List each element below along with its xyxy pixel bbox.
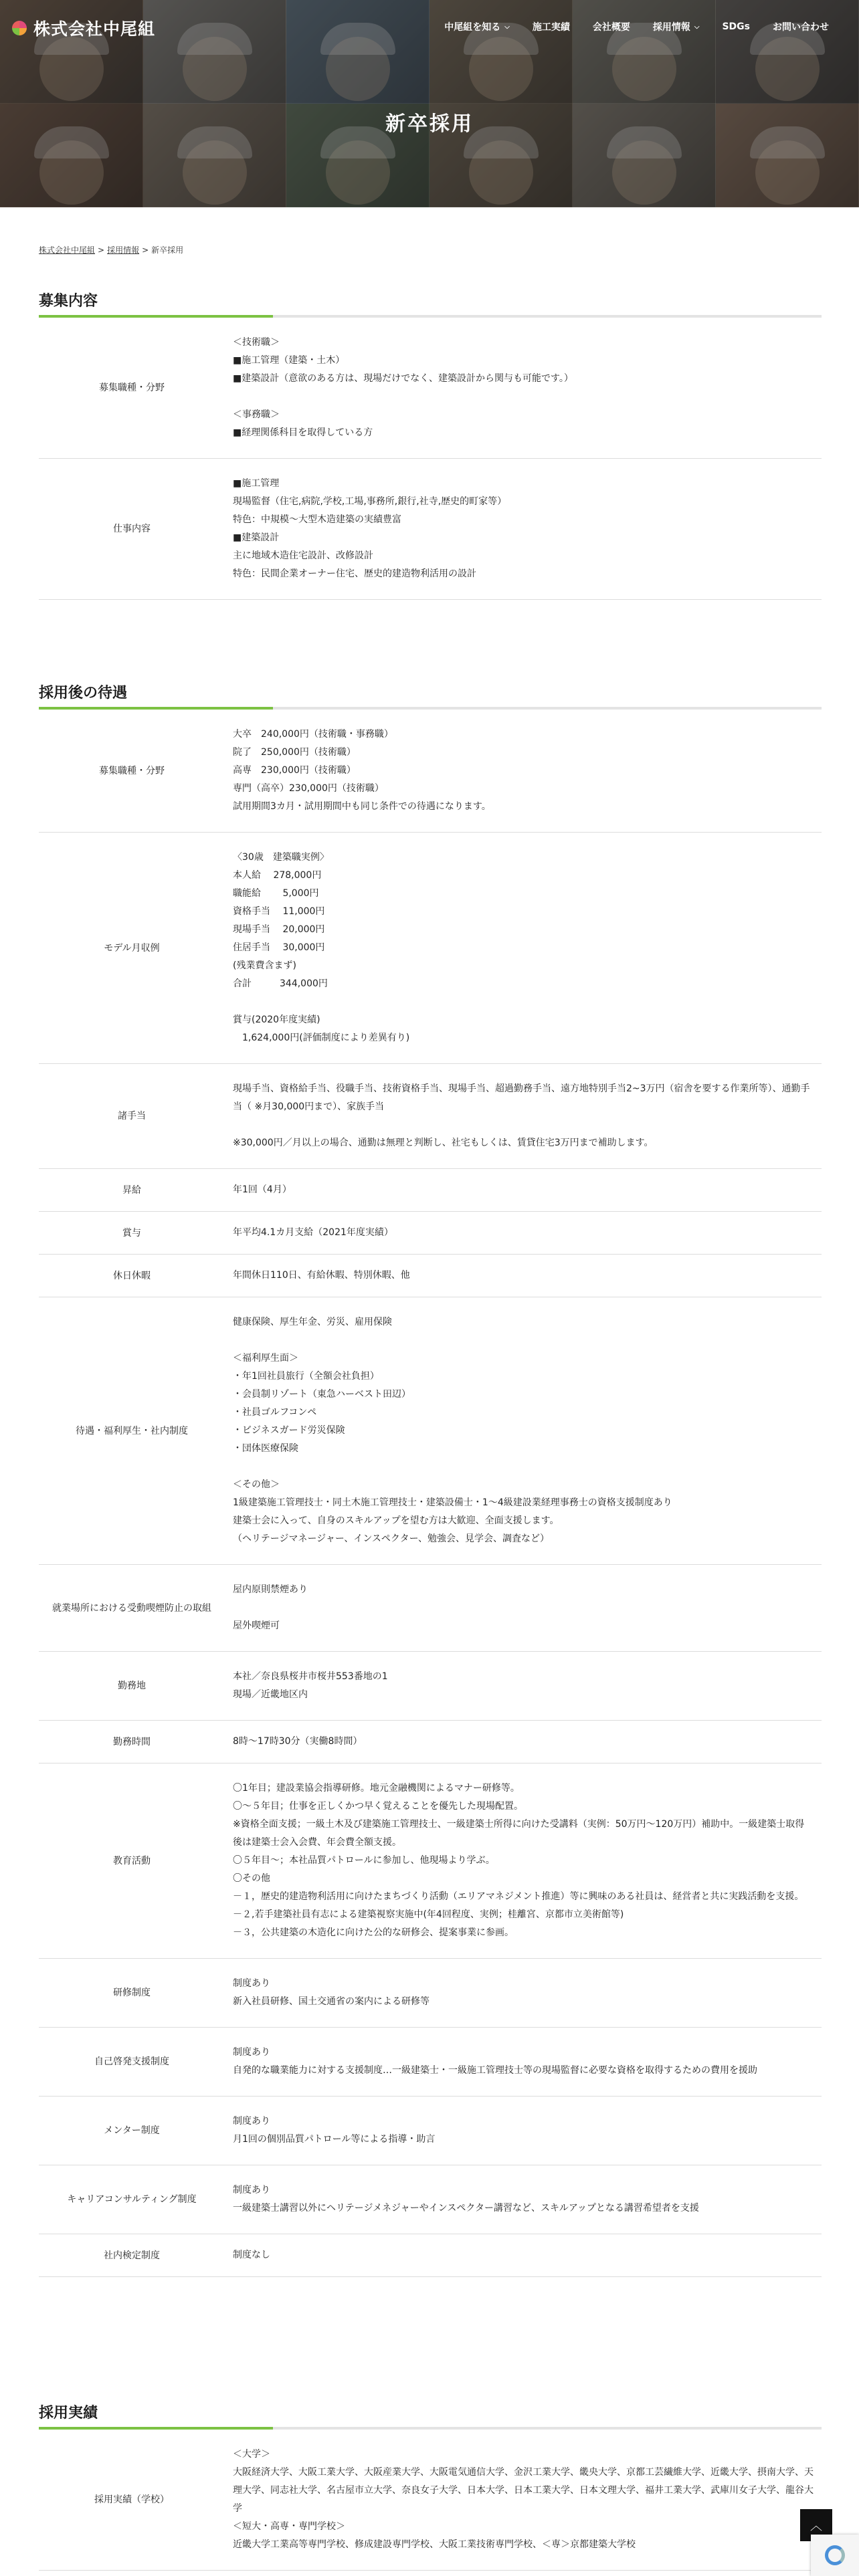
- table-row: [39, 1959, 822, 2028]
- chevron-down-icon: ⌵: [694, 23, 700, 31]
- nav-item-label: SDGs: [722, 21, 750, 32]
- info-table: [39, 710, 822, 2277]
- row-label: 募集職種・分野: [39, 318, 225, 459]
- row-label: 休日休暇: [39, 1255, 225, 1297]
- row-value: 本社／奈良県桜井市桜井553番地の1 現場／近畿地区内: [225, 1652, 822, 1721]
- table-row: [39, 1652, 822, 1721]
- row-label: 採用実績（学校）: [39, 2430, 225, 2571]
- table-row: [39, 459, 822, 600]
- hero-banner: [0, 0, 859, 207]
- row-label: キャリアコンサルティング制度: [39, 2165, 225, 2234]
- row-label: 社内検定制度: [39, 2234, 225, 2277]
- table-row: [39, 1565, 822, 1652]
- table-row: [39, 2028, 822, 2097]
- table-row: [39, 1763, 822, 1959]
- breadcrumb: [39, 244, 183, 255]
- nav-item[interactable]: [642, 20, 711, 33]
- nav-item-label: 中尾組を知る: [444, 22, 501, 33]
- table-row: [39, 1297, 822, 1565]
- nav-item-label: 採用情報: [652, 22, 690, 33]
- info-table: [39, 318, 822, 600]
- row-value: 年平均4.1カ月支給（2021年度実績）: [225, 1212, 822, 1255]
- nav-item[interactable]: [710, 20, 761, 33]
- row-label: 自己啓発支援制度: [39, 2028, 225, 2097]
- nav-item-label: お問い合わせ: [773, 22, 829, 33]
- section-underline: [39, 315, 822, 318]
- row-value: 年1回（4月）: [225, 1169, 822, 1212]
- table-row: [39, 318, 822, 459]
- table-row: [39, 833, 822, 1064]
- nav-item[interactable]: [521, 20, 581, 33]
- row-label: モデル月収例: [39, 833, 225, 1064]
- row-label: 諸手当: [39, 1064, 225, 1169]
- row-label: 教育活動: [39, 1763, 225, 1959]
- row-label: メンター制度: [39, 2097, 225, 2165]
- logo-text: 株式会社中尾組: [33, 19, 156, 39]
- section-heading: 採用実績: [39, 2405, 98, 2422]
- row-value: ＜技術職＞ ■施工管理（建築・土木） ■建築設計（意欲のある方は、現場だけでなく、建築設計から関与も可能です。） ＜事務職＞ ■経理関係科目を取得している方: [225, 318, 822, 459]
- row-value: 年間休日110日、有給休暇、特別休暇、他: [225, 1255, 822, 1297]
- table-row: [39, 1255, 822, 1297]
- recaptcha-badge[interactable]: [811, 2535, 859, 2576]
- breadcrumb-separator: >: [98, 245, 105, 255]
- section-heading: 採用後の待遇: [39, 685, 128, 702]
- content-section: [39, 684, 822, 2277]
- row-value: 健康保険、厚生年金、労災、雇用保険 ＜福利厚生面＞ ・年1回社員旅行（全額会社負担） ・会員制リゾート（東急ハーベスト田辺） ・社員ゴルフコンペ ・ビジネスガード労災保険 ・団体医療保険 ＜その他＞ 1級建築施工管理技士・同土木施工管理技士・建築設備士・1〜4級建設業経理事務士の資格支援制度あり 建築士会に入って、自身のスキルアップを望む方は大歓迎、全面支援します。 （ヘリテージマネージャー、インスペクター、勉強会、見学会、調査など）: [225, 1297, 822, 1565]
- section-underline: [39, 2427, 822, 2430]
- global-nav: [433, 20, 840, 33]
- nav-item[interactable]: [761, 20, 840, 33]
- row-value: 制度あり 月1回の個別品質パトロール等による指導・助言: [225, 2097, 822, 2165]
- table-row: [39, 2165, 822, 2234]
- row-value: 8時〜17時30分（実働8時間）: [225, 1721, 822, 1763]
- row-value: 大卒 240,000円（技術職・事務職） 院了 250,000円（技術職） 高専 230,000円（技術職） 専門（高卒）230,000円（技術職） 試用期間3カ月・試用期間中も同じ条件での待遇になります。: [225, 710, 822, 833]
- row-label: 就業場所における受動喫煙防止の取組: [39, 1565, 225, 1652]
- row-label: 研修制度: [39, 1959, 225, 2028]
- row-label: 昇給: [39, 1169, 225, 1212]
- row-label: 勤務時間: [39, 1721, 225, 1763]
- recaptcha-icon: [825, 2545, 845, 2565]
- row-value: 制度なし: [225, 2234, 822, 2277]
- nav-item-label: 会社概要: [592, 22, 630, 33]
- table-row: [39, 710, 822, 833]
- row-value: 〇1年目；建設業協会指導研修。地元金融機関によるマナー研修等。 〇〜５年目；仕事を正しくかつ早く覚えることを優先した現場配置。 ※資格全面支援；一級土木及び建築施工管理技士、一級建築士所得に向けた受講料（実例：50万円〜120万円）補助中。一級建築士取得後は建築士会入会費、年会費全額支援。 〇５年目〜；本社品質パトロールに参加し、他現場より学ぶ。 〇その他 －１，歴史的建造物利活用に向けたまちづくり活動（エリアマネジメント推進）等に興味のある社員は、経営者と共に実践活動を支援。 －２,若手建築社員有志による建築視察実施中(年4回程度、実例；桂離宮、京都市立美術館等) －３，公共建築の木造化に向けた公的な研修会、提案事業に参画。: [225, 1763, 822, 1959]
- chevron-down-icon: ⌵: [504, 23, 510, 31]
- breadcrumb-separator: >: [142, 245, 149, 255]
- table-row: [39, 1169, 822, 1212]
- chevron-up-icon: ︿: [810, 2519, 822, 2533]
- info-table: [39, 2430, 822, 2571]
- breadcrumb-parent-link[interactable]: 採用情報: [107, 245, 140, 255]
- nav-item[interactable]: [433, 20, 521, 33]
- table-row: [39, 2430, 822, 2571]
- nav-item[interactable]: [581, 20, 642, 33]
- nav-item-label: 施工実績: [532, 22, 570, 33]
- content-section: [39, 2404, 822, 2571]
- row-label: 仕事内容: [39, 459, 225, 600]
- row-value: 現場手当、資格給手当、役職手当、技術資格手当、現場手当、超過勤務手当、遠方地特別手当2~3万円（宿舎を要する作業所等）、通勤手当（ ※月30,000円まで）、家族手当 ※30,000円／月以上の場合、通勤は無理と判断し、社宅もしくは、賃貸住宅3万円まで補助します。: [225, 1064, 822, 1169]
- breadcrumb-current: 新卒採用: [151, 245, 184, 255]
- row-label: 勤務地: [39, 1652, 225, 1721]
- section-underline: [39, 707, 822, 710]
- logo-flower-icon: [12, 21, 27, 35]
- row-value: ＜大学＞ 大阪経済大学、大阪工業大学、大阪産業大学、大阪電気通信大学、金沢工業大学、畿央大学、京都工芸繊維大学、近畿大学、摂南大学、天理大学、同志社大学、名古屋市立大学、奈良女子大学、日本大学、日本工業大学、日本文理大学、福井工業大学、武庫川女子大学、龍谷大学 ＜短大・高専・専門学校＞ 近畿大学工業高等専門学校、修成建設専門学校、大阪工業技術専門学校、＜専＞京都建築大学校: [225, 2430, 822, 2571]
- row-label: 賞与: [39, 1212, 225, 1255]
- row-value: 制度あり 自発的な職業能力に対する支援制度…一級建築士・一級施工管理技士等の現場監督に必要な資格を取得するための費用を援助: [225, 2028, 822, 2097]
- table-row: [39, 1212, 822, 1255]
- table-row: [39, 1064, 822, 1169]
- row-value: 制度あり 新入社員研修、国土交通省の案内による研修等: [225, 1959, 822, 2028]
- row-value: 屋内原則禁煙あり 屋外喫煙可: [225, 1565, 822, 1652]
- row-value: ■施工管理 現場監督（住宅,病院,学校,工場,事務所,銀行,社寺,歴史的町家等） 特色：中規模〜大型木造建築の実績豊富 ■建築設計 主に地域木造住宅設計、改修設計 特色：民間企業オーナー住宅、歴史的建造物利活用の設計: [225, 459, 822, 600]
- row-label: 募集職種・分野: [39, 710, 225, 833]
- table-row: [39, 2234, 822, 2277]
- row-value: 〈30歳 建築職実例〉 本人給 278,000円 職能給 5,000円 資格手当 11,000円 現場手当 20,000円 住居手当 30,000円 (残業費含まず) 合計 344,000円 賞与(2020年度実績) 1,624,000円(評価制度により差異有り): [225, 833, 822, 1064]
- table-row: [39, 1721, 822, 1763]
- content-section: [39, 292, 822, 600]
- breadcrumb-home-link[interactable]: 株式会社中尾組: [39, 245, 96, 255]
- section-heading: 募集内容: [39, 293, 98, 310]
- site-logo[interactable]: [12, 16, 155, 40]
- row-value: 制度あり 一級建築士講習以外にヘリテージメネジャーやインスペクター講習など、スキルアップとなる講習希望者を支援: [225, 2165, 822, 2234]
- table-row: [39, 2097, 822, 2165]
- row-label: 待遇・福利厚生・社内制度: [39, 1297, 225, 1565]
- page-title: 新卒採用: [385, 112, 474, 136]
